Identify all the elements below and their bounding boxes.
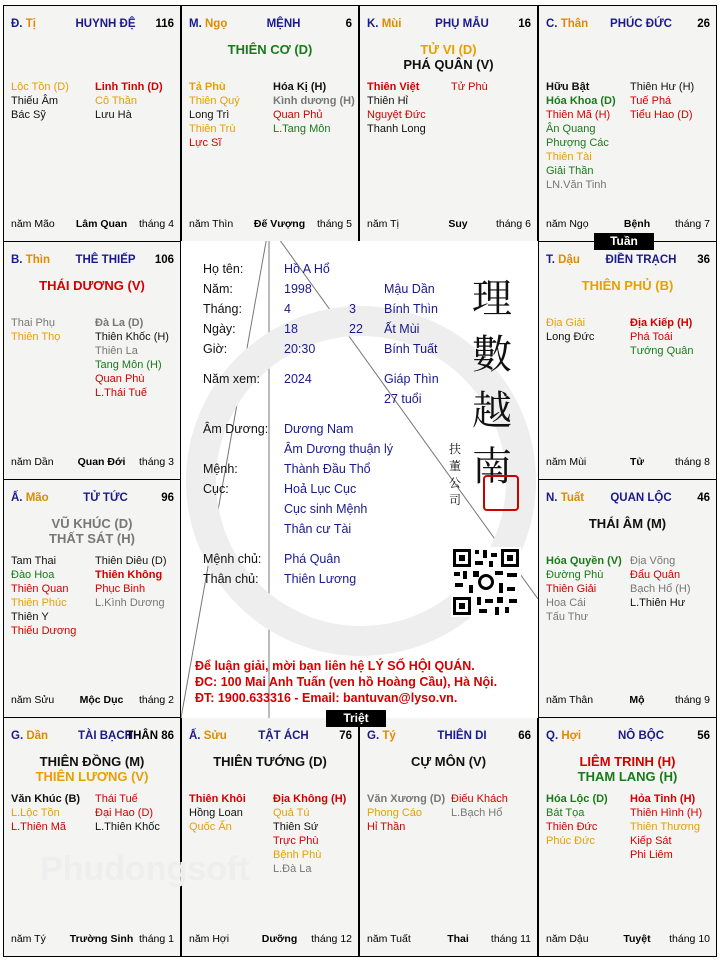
palace-tuat[interactable] [538,479,717,718]
body-palace-note: Thân cư Tài [284,522,352,536]
minor-star: Thiên Trù [189,123,236,135]
palace-header [546,18,710,34]
palace-month: tháng 1 [138,933,174,945]
palace-number: 26 [697,18,710,30]
palace-month: tháng 8 [674,456,710,468]
palace-number: 6 [345,18,352,30]
minor-star: Tiểu Hao (D) [630,109,693,121]
palace-stage: Suy [448,218,468,230]
palace-name: QUAN LỘC [610,492,672,504]
minor-star: Trực Phù [273,835,319,847]
minor-star: LN.Văn Tinh [546,179,607,191]
year-label: Năm: [203,282,233,296]
body-lord-value: Thiên Lương [284,572,357,586]
main-star: THIÊN PHỦ (B) [581,278,674,293]
palace-name: TẬT ÁCH [258,730,309,742]
minor-star: Hỉ Thần [367,821,406,833]
palace-year: năm Sửu [11,694,55,706]
palace-number: 116 [155,18,174,30]
palace-month: tháng 5 [316,218,352,230]
view-year-value: 2024 [284,372,312,386]
qr-code-icon[interactable] [451,547,521,617]
minor-star: Đẩu Quân [630,569,681,581]
palace-stage: Tử [629,456,645,468]
minor-star: Tướng Quân [630,345,694,357]
minor-star: Địa Không (H) [273,793,347,805]
palace-branch: Ấ. Mão [11,492,49,504]
palace-year: năm Dậu [546,933,589,945]
palace-footer [189,218,352,232]
palace-name: TÀI BẠCH [78,730,133,742]
palace-year: năm Thìn [189,218,234,230]
minor-star: Bát Tọa [546,807,585,819]
minor-star: Thiên Mã (H) [546,109,611,121]
minor-star: Đào Hoa [11,569,55,581]
minor-star: Kiếp Sát [630,835,672,847]
palace-year: năm Tị [367,218,399,230]
palace-ty[interactable] [359,717,538,957]
minor-star: L.Kình Dương [95,597,165,609]
palace-stage: Trường Sinh [69,933,134,945]
palace-name: THIÊN DI [437,730,487,742]
minor-star: Thái Tuế [95,793,138,805]
minor-star: Phi Liêm [630,849,673,861]
main-star: TỬ VI (D) [420,42,477,57]
center-info-panel [181,241,538,718]
main-star: THẤT SÁT (H) [49,531,135,546]
minor-star: Lực Sĩ [189,137,222,149]
name-value: Hồ A Hổ [284,262,330,276]
hour-label: Giờ: [203,342,228,356]
palace-stage: Lâm Quan [75,218,128,230]
hour-can-chi: Bính Tuất [384,342,438,356]
palace-footer [11,218,174,232]
minor-star: Thiên Khôi [189,793,246,805]
palace-stage: Quan Đới [77,456,126,468]
palace-footer [367,218,531,232]
minor-star: Văn Khúc (B) [11,793,81,805]
palace-header [11,730,174,746]
minor-star: Thiên Không [95,569,163,581]
view-year-can-chi: Giáp Thìn [384,372,439,386]
palace-branch: Q. Hợi [546,730,582,742]
minor-star: Điếu Khách [451,793,508,805]
palace-header [11,492,174,508]
palace-stage: Tuyệt [623,933,651,945]
minor-star: Hóa Quyền (V) [546,555,622,567]
palace-branch: K. Mùi [367,18,402,30]
palace-ngo[interactable] [181,5,359,242]
day-solar: 18 [284,322,298,336]
cuc-label: Cục: [203,482,229,496]
palace-stage: Đế Vượng [253,218,306,230]
palace-year: năm Thân [546,694,594,706]
contact-phone-email[interactable]: ĐT: 1900.633316 - Email: bantuvan@lyso.vn. [195,691,458,705]
minor-star: Long Trì [189,109,230,121]
palace-footer [367,933,531,947]
minor-star: L.Lộc Tồn [11,807,60,819]
minor-star: L.Thiên Khốc [95,821,160,833]
palace-number: 56 [697,730,710,742]
palace-year: năm Tuất [367,933,411,945]
palace-stage: Bệnh [623,218,651,230]
month-can-chi: Bính Thìn [384,302,438,316]
watermark-text: Phudongsoft [40,850,250,888]
minor-star: Đà La (D) [95,317,144,329]
minor-star: Địa Giải [546,317,586,329]
minor-star: Thiên Sứ [273,821,319,833]
main-star: THIÊN ĐỒNG (M) [39,754,145,769]
destiny-lord-value: Phá Quân [284,552,341,566]
minor-star: Thiên Thọ [11,331,61,343]
palace-month: tháng 7 [674,218,710,230]
palace-stage: Thai [447,933,469,945]
hour-value: 20:30 [284,342,316,356]
minor-star: Thiên Y [11,611,49,623]
palace-than[interactable] [538,5,717,242]
minor-star: Thiên Phúc [11,597,67,609]
minor-star: L.Đà La [273,863,312,875]
minor-star: Tuế Phá [630,95,672,107]
palace-month: tháng 3 [138,456,174,468]
minor-star: Cô Thần [95,95,137,107]
palace-footer [546,456,710,470]
minor-star: Đường Phù [546,569,604,581]
palace-stage: Mộc Dục [79,694,124,706]
palace-branch: G. Dần [11,730,49,742]
palace-number: 46 [697,492,710,504]
minor-star: Quả Tú [273,807,310,819]
minor-star: Hóa Kị (H) [273,81,327,93]
view-year-label: Năm xem: [203,372,260,386]
yin-yang-note: Âm Dương thuận lý [284,442,393,456]
minor-star: Bệnh Phù [273,849,322,861]
minor-star: Phục Binh [95,583,146,595]
palace-header [11,254,174,270]
palace-branch: C. Thân [546,18,589,30]
main-star: THIÊN LƯƠNG (V) [35,769,149,784]
minor-star: Phúc Đức [546,835,595,847]
minor-star: Thiên Hư (H) [630,81,695,93]
main-star: THIÊN CƠ (D) [227,42,313,57]
minor-star: Hỏa Tinh (H) [630,793,696,805]
minor-star: Thai Phụ [11,317,56,329]
palace-dau[interactable] [538,241,717,480]
day-label: Ngày: [203,322,236,336]
palace-branch: M. Ngọ [189,18,228,30]
palace-month: tháng 12 [311,933,352,945]
triet-marker: Triệt [326,710,386,727]
palace-name: THÊ THIẾP [75,254,136,266]
palace-name: TỬ TỨC [83,492,128,504]
palace-footer [11,933,174,947]
cuc-value: Hoả Lục Cục [284,482,357,496]
palace-year: năm Ngọ [546,218,589,230]
day-lunar: 22 [349,322,363,336]
palace-number: 76 [339,730,352,742]
palace-month: tháng 11 [490,933,531,945]
minor-star: Thiên Đức [546,821,598,833]
palace-branch: G. Tý [367,730,396,742]
palace-mui[interactable] [359,5,538,242]
age-value: 27 tuổi [384,392,422,406]
month-solar: 4 [284,302,291,316]
minor-star: L.Thái Tuế [95,387,147,399]
palace-footer [546,218,710,232]
palace-hoi[interactable] [538,717,717,957]
main-star: VŨ KHÚC (D) [51,516,133,531]
palace-number: 16 [518,18,531,30]
minor-star: Giải Thần [546,165,594,177]
palace-year: năm Tý [11,933,46,945]
minor-star: Lưu Hà [95,109,132,121]
palace-ti[interactable] [3,5,181,242]
minor-star: Thiên Diêu (D) [95,555,167,567]
palace-footer [189,933,352,947]
minor-star: L.Bạch Hổ [451,807,503,819]
name-label: Họ tên: [203,262,244,276]
palace-number: 66 [518,730,531,742]
month-label: Tháng: [203,302,242,316]
palace-header [11,18,174,34]
minor-star: Phá Toái [630,331,673,343]
palace-number: 106 [154,254,174,266]
palace-mao[interactable] [3,479,181,718]
palace-name: HUYNH ĐỆ [75,18,136,30]
palace-stage: Mộ [629,694,645,706]
minor-star: L.Thiên Hư [630,597,686,609]
minor-star: Tam Thai [11,555,57,567]
minor-star: L.Thiên Mã [11,821,67,833]
palace-footer [546,694,710,708]
minor-star: Hóa Khoa (D) [546,95,616,107]
main-star: CỰ MÔN (V) [410,754,487,769]
calligraphy-logo: 理 數 越 南 [472,276,512,490]
palace-branch: T. Dậu [546,254,580,266]
palace-stage: Dưỡng [261,933,298,945]
main-star: THÁI ÂM (M) [588,516,667,531]
palace-branch: B. Thìn [11,254,50,266]
minor-star: Thiên La [95,345,138,357]
destiny-value: Thành Đầu Thổ [284,462,371,476]
palace-header [546,254,710,270]
main-star: THÁI DƯƠNG (V) [39,278,145,293]
palace-branch: N. Tuất [546,492,585,504]
main-star: PHÁ QUÂN (V) [403,57,494,72]
palace-suu[interactable] [181,717,359,957]
palace-header [546,730,710,746]
palace-name: PHÚC ĐỨC [610,18,672,30]
minor-star: Thanh Long [367,123,426,135]
main-star: THAM LANG (H) [577,769,678,784]
palace-number: 36 [697,254,710,266]
palace-year: năm Mùi [546,456,587,468]
palace-year: năm Hợi [189,933,230,945]
minor-star: Phong Cáo [367,807,423,819]
palace-name: ĐIỀN TRẠCH [605,254,677,266]
minor-star: Thiên Hỉ [367,95,408,107]
minor-star: Thiếu Âm [11,95,59,107]
minor-star: Đại Hao (D) [95,807,154,819]
palace-month: tháng 6 [495,218,531,230]
minor-star: Bác Sỹ [11,109,46,121]
main-star: LIÊM TRINH (H) [579,754,676,769]
minor-star: Hóa Lộc (D) [546,793,608,805]
red-seal-icon [483,475,519,511]
palace-year: năm Mão [11,218,55,230]
minor-star: Thiên Thương [630,821,701,833]
body-lord-label: Thân chủ: [203,572,259,586]
palace-year: năm Dần [11,456,54,468]
palace-footer [11,456,174,470]
minor-star: Quốc Ấn [189,821,232,833]
destiny-label: Mệnh: [203,462,238,476]
minor-star: Kình dương (H) [273,95,355,107]
palace-header [189,18,352,34]
minor-star: Thiên Hình (H) [630,807,703,819]
minor-star: Văn Xương (D) [367,793,446,805]
palace-month: tháng 9 [674,694,710,706]
minor-star: Thiên Giải [546,583,597,595]
minor-star: Nguyệt Đức [367,109,426,121]
company-seal-text: 扶 董 公 司 [449,442,462,507]
minor-star: Quan Phủ [273,109,323,121]
palace-month: tháng 4 [138,218,174,230]
minor-star: Thiếu Dương [11,625,77,637]
minor-star: Thiên Tài [546,151,592,163]
minor-star: L.Tang Môn [273,123,331,135]
palace-branch: Đ. Tị [11,18,36,30]
year-value: 1998 [284,282,312,296]
tuan-marker: Tuần [594,233,654,250]
palace-month: tháng 10 [669,933,710,945]
palace-footer [11,694,174,708]
palace-number: THÂN 86 [126,730,174,742]
palace-name: MỆNH [266,18,301,30]
palace-month: tháng 2 [138,694,174,706]
palace-header [189,730,352,746]
month-lunar: 3 [349,302,356,316]
minor-star: Địa Kiếp (H) [630,317,693,329]
palace-thin[interactable] [3,241,181,480]
contact-address: ĐC: 100 Mai Anh Tuấn (ven hồ Hoàng Cầu), Hà Nội. [195,675,498,689]
palace-header [367,730,531,746]
minor-star: Hồng Loan [189,807,243,819]
day-can-chi: Ất Mùi [384,322,420,336]
contact-line-1: Để luận giải, mời bạn liên hệ LÝ SỐ HỘI QUÁN. [195,659,475,673]
minor-star: Hoa Cái [546,597,586,609]
minor-star: Thiên Quan [11,583,69,595]
palace-header [367,18,531,34]
palace-branch: Ấ. Sửu [189,730,227,742]
minor-star: Thiên Khốc (H) [95,331,169,343]
minor-star: Hữu Bật [546,81,590,93]
palace-name: NÔ BỘC [618,730,664,742]
minor-star: Bạch Hổ (H) [630,583,691,595]
palace-dan[interactable] [3,717,181,957]
yin-yang-value: Dương Nam [284,422,354,436]
cuc-note: Cục sinh Mệnh [284,502,368,516]
minor-star: Địa Võng [630,555,676,567]
minor-star: Tử Phù [451,81,488,93]
minor-star: Quan Phù [95,373,145,385]
year-can-chi: Mậu Dần [384,282,435,296]
minor-star: Tấu Thư [546,611,589,623]
minor-star: Thiên Quý [189,95,240,107]
yin-yang-label: Âm Dương: [203,422,269,436]
main-star: THIÊN TƯỚNG (D) [213,754,327,769]
minor-star: Long Đức [546,331,595,343]
minor-star: Tang Môn (H) [95,359,162,371]
minor-star: Tả Phù [189,81,226,93]
palace-header [546,492,710,508]
minor-star: Phượng Các [546,137,609,149]
destiny-lord-label: Mệnh chủ: [203,552,262,566]
palace-footer [546,933,710,947]
minor-star: Linh Tinh (D) [95,81,163,93]
palace-name: PHỤ MẪU [435,18,489,30]
minor-star: Ân Quang [546,123,596,135]
palace-number: 96 [161,492,174,504]
minor-star: Lộc Tồn (D) [11,81,69,93]
minor-star: Thiên Việt [367,81,420,93]
